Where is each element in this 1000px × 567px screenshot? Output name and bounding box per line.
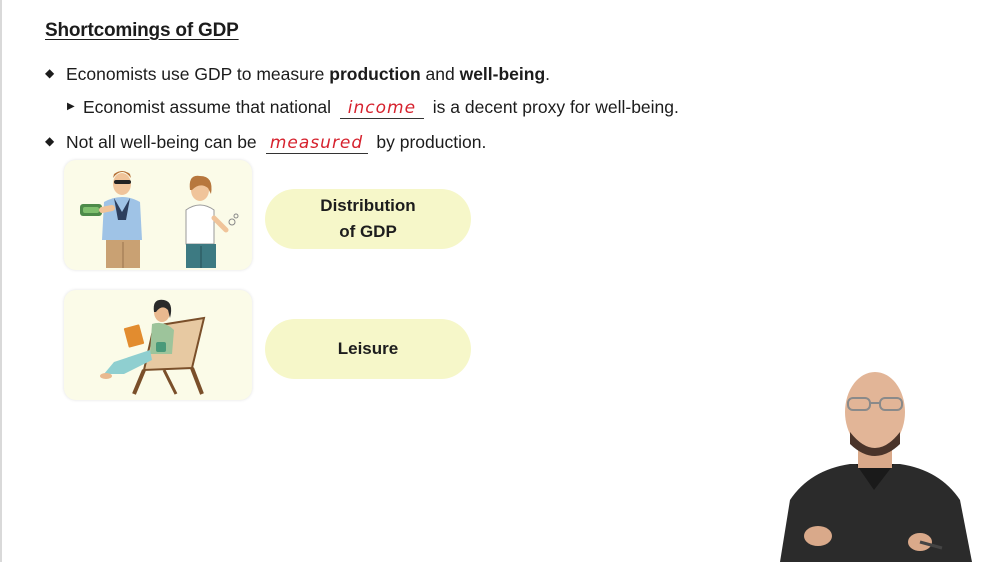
bullet2-text: Not all well-being can be: [66, 132, 262, 152]
sub-bullet-income: [83, 97, 679, 119]
slide-title: Shortcomings of GDP: [45, 20, 239, 41]
bullet1-bold-wellbeing: well-being: [459, 64, 546, 84]
handwritten-measured: measured: [269, 133, 364, 153]
leisure-illustration: [64, 290, 252, 400]
diamond-bullet-icon: ◆: [45, 66, 55, 80]
bullet-not-all-wellbeing: [66, 132, 486, 154]
bullet1-mid: and: [420, 64, 460, 84]
sub-bullet-text: Economist assume that national: [83, 97, 336, 117]
pill-line1: Distribution: [320, 196, 416, 215]
pill-line2: of GDP: [339, 222, 397, 241]
triangle-bullet-icon: ▶: [67, 101, 75, 112]
leisure-label: [265, 319, 471, 379]
presenter-video: [770, 360, 980, 562]
presenter-person-icon: [770, 360, 980, 562]
rich-and-poor-people-icon: [64, 160, 252, 270]
pill-leisure-text: Leisure: [337, 339, 399, 358]
handwritten-income: income: [347, 98, 417, 118]
bullet-production-wellbeing: [66, 64, 550, 85]
bullet1-end: .: [545, 64, 551, 84]
bullet1-bold-production: production: [329, 64, 421, 84]
fill-in-blank-income: [340, 97, 424, 119]
diamond-bullet-icon: ◆: [45, 134, 55, 148]
distribution-illustration: [64, 160, 252, 270]
bullet1-text: Economists use GDP to measure: [66, 64, 330, 84]
bullet2-text-after: by production.: [371, 132, 487, 152]
fill-in-blank-measured: [266, 132, 368, 154]
woman-reading-icon: [64, 290, 252, 400]
sub-bullet-text-after: is a decent proxy for well-being.: [427, 97, 679, 117]
slide-left-border: [0, 0, 2, 562]
distribution-of-gdp-label: [265, 189, 471, 249]
